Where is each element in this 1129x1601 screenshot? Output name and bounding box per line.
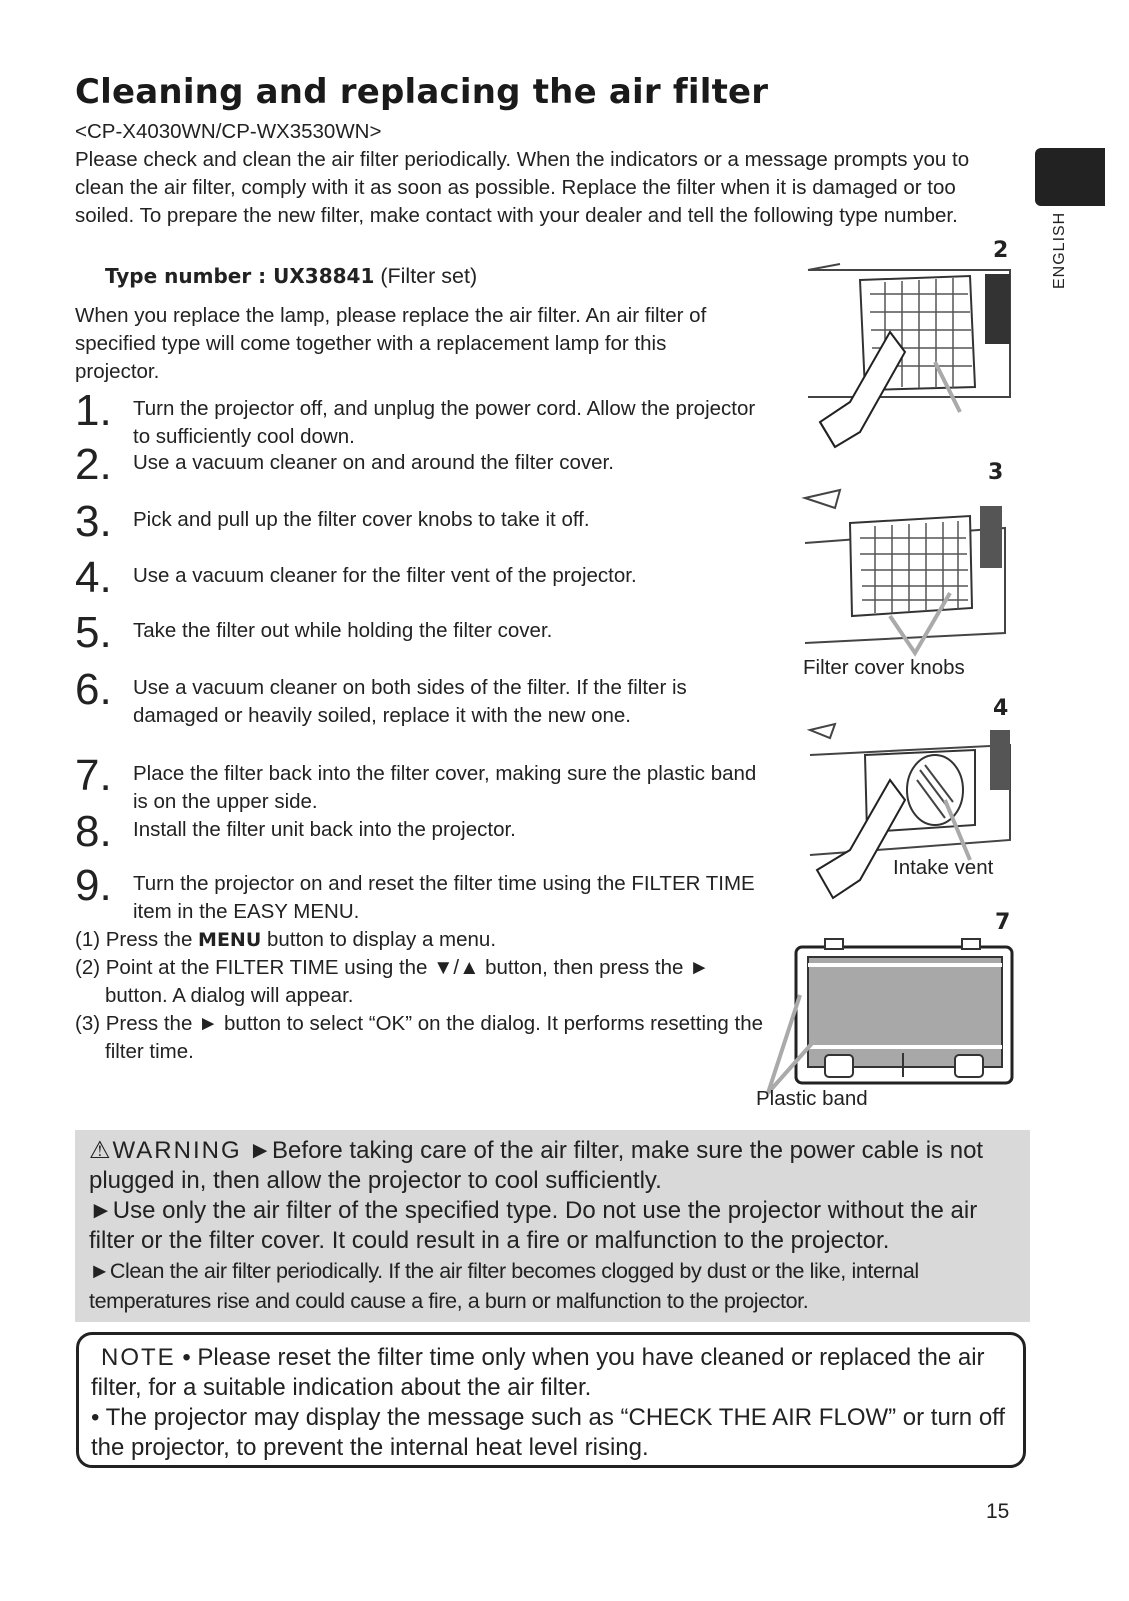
step-number: 5. [75, 608, 112, 657]
warning-paragraph-2: ►Use only the air filter of the specified type. Do not use the projector without the air filter or the filter cover. It could result in a fire or malfunction to the projector. [89, 1197, 978, 1254]
warning-paragraph-3: ►Clean the air filter periodically. If the air filter becomes clogged by dust or the like, internal temperatures rise and could cause a fire, a burn or malfunction to the projector. [89, 1259, 919, 1313]
figure-3-number: 3 [988, 460, 1004, 485]
step-text: Place the filter back into the filter cover, making sure the plastic band is on the upper side. [133, 762, 757, 813]
step-text: Install the filter unit back into the projector. [133, 818, 516, 841]
note-label: NOTE [101, 1344, 176, 1371]
intake-vent-label: Intake vent [893, 856, 994, 879]
warning-label: ⚠WARNING [89, 1137, 242, 1164]
warning-text [89, 1136, 1019, 1256]
note-paragraph-2: • The projector may display the message such as “CHECK THE AIR FLOW” or turn off the projector, to prevent the internal heat level rising. [91, 1404, 1006, 1461]
step-text: Take the filter out while holding the filter cover. [133, 619, 553, 642]
section-tab-label: ENGLISH [1051, 211, 1068, 289]
step-number: 7. [75, 751, 112, 800]
filter-cover-knobs-label: Filter cover knobs [803, 656, 965, 679]
step-text: Use a vacuum cleaner for the filter vent of the projector. [133, 564, 637, 587]
figure-3-illustration [800, 488, 1015, 658]
intro-paragraph: Please check and clean the air filter periodically. When the indicators or a message prompts you to clean the air filter, comply with it as soon as possible. Replace the filter when it is damaged or too soiled. To prepare the new filter, make contact with your dealer and tell the following type number. [75, 148, 970, 227]
step-number: 1. [75, 386, 112, 435]
step-number: 2. [75, 440, 112, 489]
substep-2: (2) Point at the FILTER TIME using the ▼/▲ button, then press the ► button. A dialog will appear. [75, 956, 710, 1007]
type-number-suffix: (Filter set) [374, 264, 478, 288]
warning-box [75, 1130, 1030, 1322]
substep-3: (3) Press the ► button to select “OK” on the dialog. It performs resetting the filter time. [75, 1012, 764, 1063]
model-numbers: <CP-X4030WN/CP-WX3530WN> [75, 120, 382, 143]
figure-4-number: 4 [993, 696, 1009, 721]
reset-substeps [75, 926, 765, 1066]
step-number: 4. [75, 553, 112, 602]
step-text: Pick and pull up the filter cover knobs to take it off. [133, 508, 590, 531]
step-text: Use a vacuum cleaner on and around the filter cover. [133, 451, 614, 474]
step-number: 6. [75, 665, 112, 714]
page-title: Cleaning and replacing the air filter [75, 72, 769, 112]
note-text [91, 1343, 1016, 1463]
type-number-label: Type number : UX38841 [105, 264, 375, 288]
figure-7-illustration [760, 935, 1015, 1095]
step-text: Use a vacuum cleaner on both sides of the filter. If the filter is damaged or heavily soiled, replace it with the new one. [133, 676, 687, 727]
step-number: 3. [75, 497, 112, 546]
section-tab [1035, 148, 1105, 206]
type-number [105, 264, 477, 289]
step-text: Turn the projector on and reset the filter time using the FILTER TIME item in the EASY MENU. [133, 872, 755, 923]
substep-1-pre: (1) Press the [75, 928, 199, 951]
substep-1-post: button to display a menu. [261, 928, 497, 951]
figure-2-number: 2 [993, 238, 1009, 263]
warning-paragraph-1: ►Before taking care of the air filter, make sure the power cable is not plugged in, then allow the projector to cool sufficiently. [89, 1137, 984, 1194]
lamp-note: When you replace the lamp, please replace the air filter. An air filter of specified type will come together with a replacement lamp for this projector. [75, 304, 707, 383]
step-number: 8. [75, 807, 112, 856]
figure-2-illustration [800, 262, 1015, 457]
note-paragraph-1: • Please reset the filter time only when you have cleaned or replaced the air filter, for a suitable indication about the air filter. [91, 1344, 985, 1401]
plastic-band-label: Plastic band [756, 1087, 868, 1110]
note-box [76, 1332, 1026, 1468]
step-text: Turn the projector off, and unplug the power cord. Allow the projector to sufficiently cool down. [133, 397, 756, 448]
step-number: 9. [75, 861, 112, 910]
figure-7-number: 7 [995, 910, 1011, 935]
menu-key: MENU [198, 929, 262, 951]
page-number: 15 [986, 1500, 1010, 1523]
substep-1 [75, 926, 765, 954]
